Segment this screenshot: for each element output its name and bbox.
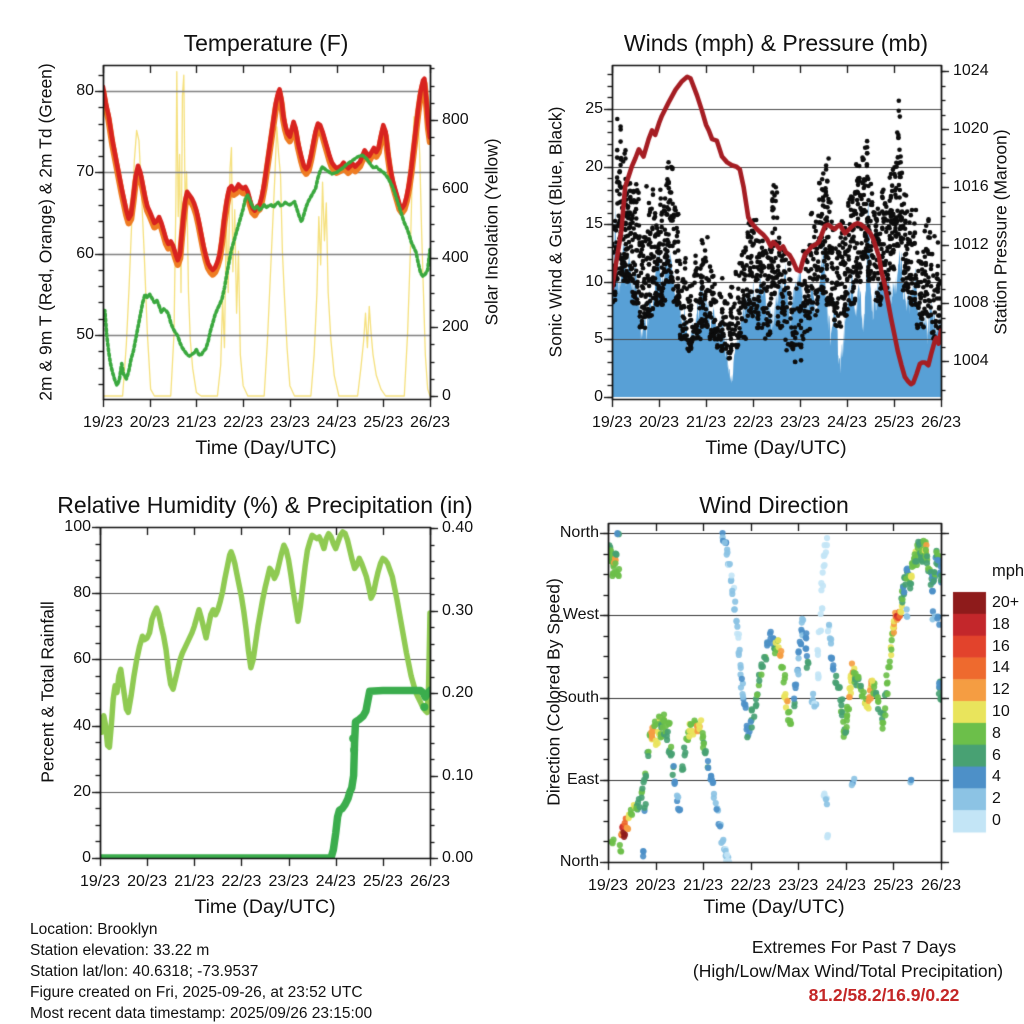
x-tick-label: 24/23 <box>825 877 866 894</box>
speed-legend-title: mph <box>992 562 1024 580</box>
y-tick-label: 1024 <box>953 62 989 79</box>
extremes-title: Extremes For Past 7 Days <box>751 937 957 957</box>
footer-timestamp: Most recent data timestamp: 2025/09/26 23:15:00 <box>30 1005 373 1022</box>
y-tick-label: North <box>559 853 599 870</box>
y-tick-label: 400 <box>442 249 469 266</box>
solar-insolation-axis-label: Solar Insolation (Yellow) <box>481 138 502 326</box>
x-tick-label: 25/23 <box>873 877 914 894</box>
y-tick-label: 70 <box>76 163 94 181</box>
x-tick-label: 23/23 <box>268 873 309 890</box>
y-tick-label: 1020 <box>953 120 989 137</box>
y-tick-label: 0 <box>594 388 603 405</box>
x-tick-label: 23/23 <box>778 877 819 894</box>
y-tick-label: 50 <box>76 326 94 343</box>
x-tick-label: 23/23 <box>269 414 310 431</box>
direction-axis-label: Direction (Colored By Speed) <box>543 578 564 806</box>
footer-location: Location: Brooklyn <box>30 921 158 938</box>
x-tick-label: 24/23 <box>316 414 357 431</box>
y-tick-label: West <box>562 606 599 624</box>
wind-gust-axis-label: Sonic Wind & Gust (Blue, Black) <box>545 106 566 358</box>
x-tick-label: 19/23 <box>79 873 121 890</box>
footer-created: Figure created on Fri, 2025-09-26, at 23:52 UTC <box>30 984 363 1001</box>
y-tick-label: 0.30 <box>442 601 474 619</box>
y-tick-label: 600 <box>442 180 469 197</box>
y-tick-label: 0 <box>82 849 91 866</box>
speed-legend-label: 10 <box>992 703 1010 720</box>
x-tick-label: 19/23 <box>587 877 629 894</box>
x-tick-label: 23/23 <box>779 414 821 431</box>
temperature-panel-title: Temperature (F) <box>183 30 349 56</box>
x-tick-label: 26/23 <box>409 873 451 890</box>
x-tick-label: 20/23 <box>638 414 680 431</box>
x-tick-label: 21/23 <box>685 414 727 431</box>
humidity-x-axis-title: Time (Day/UTC) <box>194 896 336 918</box>
y-tick-label: North <box>559 524 599 541</box>
y-tick-label: 80 <box>73 584 91 602</box>
y-tick-label: 20 <box>73 782 91 800</box>
x-tick-label: 26/23 <box>409 414 451 431</box>
station-pressure-axis-label: Station Pressure (Maroon) <box>990 129 1011 335</box>
temperature-x-axis-title: Time (Day/UTC) <box>195 437 337 459</box>
y-tick-label: 1008 <box>953 294 989 311</box>
x-tick-label: 20/23 <box>127 873 168 890</box>
speed-legend-label: 2 <box>992 790 1001 808</box>
y-tick-label: 1004 <box>953 352 989 369</box>
y-tick-label: South <box>557 688 599 706</box>
wind-direction-x-axis-title: Time (Day/UTC) <box>703 896 845 918</box>
speed-legend-label: 4 <box>992 768 1001 786</box>
x-tick-label: 26/23 <box>920 877 962 894</box>
x-tick-label: 25/23 <box>873 414 915 431</box>
y-tick-label: 20 <box>585 157 603 175</box>
speed-legend-label: 8 <box>992 724 1001 742</box>
x-tick-label: 19/23 <box>591 414 633 431</box>
x-tick-label: 21/23 <box>176 414 217 431</box>
x-tick-label: 22/23 <box>223 414 264 431</box>
x-tick-label: 20/23 <box>129 414 170 431</box>
x-tick-label: 24/23 <box>826 414 868 431</box>
y-tick-label: 0.00 <box>442 849 474 866</box>
y-tick-label: East <box>566 770 599 788</box>
winds-pressure-panel-title: Winds (mph) & Pressure (mb) <box>623 30 929 56</box>
x-tick-label: 24/23 <box>315 873 356 890</box>
x-tick-label: 19/23 <box>82 414 124 431</box>
y-tick-label: 1016 <box>953 178 989 195</box>
x-tick-label: 25/23 <box>363 414 404 431</box>
y-tick-label: 200 <box>442 318 469 335</box>
y-tick-label: 40 <box>73 716 91 734</box>
y-tick-label: 0.20 <box>442 684 474 701</box>
x-tick-label: 26/23 <box>920 414 962 431</box>
x-tick-label: 22/23 <box>730 877 771 894</box>
y-tick-label: 800 <box>442 111 469 128</box>
speed-legend-label: 16 <box>992 637 1010 655</box>
y-tick-label: 5 <box>594 330 603 348</box>
extremes-subtitle: (High/Low/Max Wind/Total Precipitation) <box>692 961 1004 981</box>
humidity-precip-panel-title: Relative Humidity (%) & Precipitation (in) <box>57 492 473 518</box>
y-tick-label: 15 <box>585 215 603 233</box>
y-tick-label: 10 <box>585 272 603 290</box>
y-tick-label: 0.10 <box>442 766 474 784</box>
speed-legend-label: 20+ <box>992 593 1020 611</box>
y-tick-label: 100 <box>64 518 91 535</box>
x-tick-label: 22/23 <box>732 414 774 431</box>
y-tick-label: 80 <box>76 82 94 99</box>
x-tick-label: 25/23 <box>362 873 403 890</box>
speed-legend-label: 18 <box>992 615 1010 633</box>
x-tick-label: 20/23 <box>635 877 676 894</box>
y-tick-label: 1012 <box>953 236 989 253</box>
wind-direction-panel-title: Wind Direction <box>699 492 849 518</box>
winds-x-axis-title: Time (Day/UTC) <box>705 437 847 459</box>
footer-latlon: Station lat/lon: 40.6318; -73.9537 <box>30 963 259 980</box>
extremes-values: 81.2/58.2/16.9/0.22 <box>808 985 960 1005</box>
speed-legend-label: 14 <box>992 659 1010 677</box>
y-tick-label: 60 <box>76 244 94 262</box>
y-tick-label: 25 <box>585 100 603 117</box>
speed-legend-label: 6 <box>992 746 1001 764</box>
footer-elevation: Station elevation: 33.22 m <box>30 942 210 959</box>
x-tick-label: 22/23 <box>221 873 262 890</box>
speed-legend-label: 12 <box>992 681 1010 699</box>
x-tick-label: 21/23 <box>174 873 215 890</box>
speed-legend-label: 0 <box>992 812 1001 830</box>
y-tick-label: 0 <box>442 387 451 404</box>
temperature-left-axis-label: 2m & 9m T (Red, Orange) & 2m Td (Green) <box>35 63 56 401</box>
y-tick-label: 0.40 <box>442 519 474 536</box>
x-tick-label: 21/23 <box>683 877 724 894</box>
y-tick-label: 60 <box>73 650 91 668</box>
percent-rainfall-axis-label: Percent & Total Rainfall <box>37 601 58 783</box>
